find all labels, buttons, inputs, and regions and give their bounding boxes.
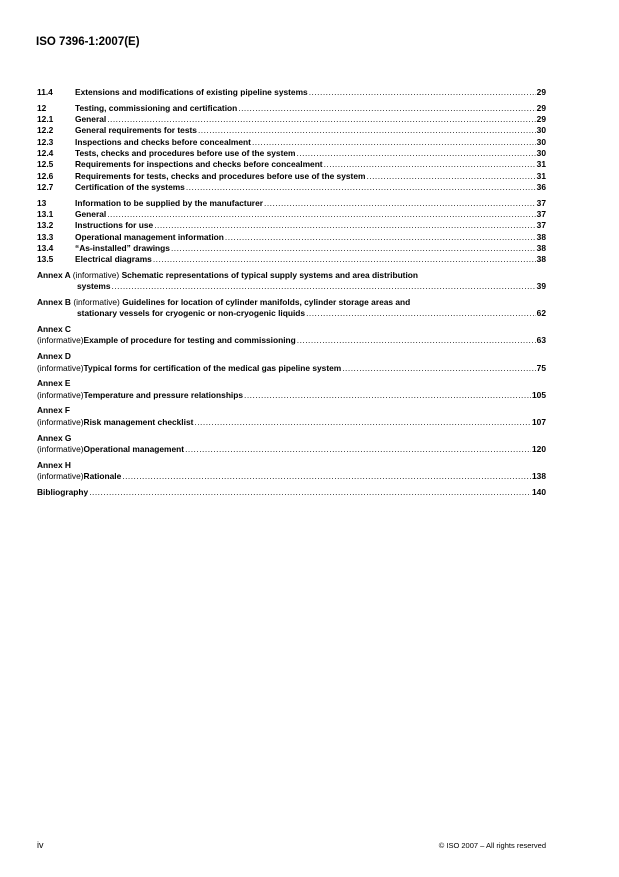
toc-entry-page: 30 (536, 136, 546, 147)
toc-bibliography (37, 487, 546, 498)
toc-entry-page: 36 (536, 181, 546, 192)
toc-entry-number: 13.2 (37, 220, 54, 231)
toc-entry-number: 12.3 (37, 136, 54, 147)
toc-annex-line (37, 297, 546, 308)
toc-entry-title: Instructions for use (75, 220, 154, 231)
toc-entry-page: 140 (532, 486, 546, 497)
toc-dot-leader (244, 390, 531, 401)
toc-entry-number: 12.7 (37, 181, 54, 192)
annex-informative: (informative) (37, 362, 84, 373)
annex-label: Annex G (37, 432, 72, 443)
toc-entry-page: 37 (536, 220, 546, 231)
toc-annex-line (37, 433, 546, 456)
toc-entry (37, 171, 546, 182)
annex-informative: (informative) (37, 443, 84, 454)
toc-entry-title: Tests, checks and procedures before use of the system (75, 147, 296, 158)
toc-entry-page: 29 (536, 114, 546, 125)
toc-entry-title: Testing, commissioning and certification (75, 102, 238, 113)
toc-annex-line (37, 308, 546, 319)
toc-entry-page: 37 (536, 208, 546, 219)
toc-entry-page: 120 (532, 443, 546, 454)
toc-dot-leader (112, 281, 536, 292)
annex-heading (37, 378, 84, 401)
toc-entry-number: 13.5 (37, 254, 54, 265)
annex-title-line: Operational management (83, 443, 185, 454)
annex-heading (37, 297, 122, 307)
annex-label: Annex D (37, 351, 71, 362)
annex-informative: (informative) (72, 269, 120, 280)
toc-entry-page: 138 (532, 470, 546, 481)
toc-annex (37, 405, 546, 428)
toc-annex-line (37, 281, 546, 292)
toc-entry-number: 12.2 (37, 125, 54, 136)
toc-dot-leader (198, 125, 536, 136)
annex-label: Annex C (37, 324, 71, 335)
toc-dot-leader (185, 444, 531, 455)
toc-dot-leader (89, 487, 531, 498)
toc-annex (37, 433, 546, 456)
toc-entry-number: 12.6 (37, 170, 54, 181)
toc-entry-title: Operational management information (75, 231, 224, 242)
toc-entry-number: 12 (37, 102, 47, 113)
toc-dot-leader (238, 103, 535, 114)
annex-informative: (informative) (73, 297, 120, 308)
toc-entry-page: 38 (536, 231, 546, 242)
toc-entry-title: General (75, 208, 107, 219)
toc-entry-number: 12.1 (37, 114, 54, 125)
toc-entry-title: Electrical diagrams (75, 254, 152, 265)
toc-entry (37, 148, 546, 159)
toc-entry-page: 75 (536, 362, 546, 373)
toc-dot-leader (297, 335, 536, 346)
toc-entry-page: 62 (536, 308, 546, 319)
toc-dot-leader (154, 220, 535, 231)
toc-dot-leader (122, 471, 531, 482)
toc-entry-title: Requirements for tests, checks and procedures before use of the system (75, 170, 366, 181)
toc-entry-number: 12.4 (37, 147, 54, 158)
toc-entry-title: Information to be supplied by the manufacturer (75, 197, 263, 208)
toc-dot-leader (252, 137, 536, 148)
toc-dot-leader (171, 243, 536, 254)
toc-dot-leader (264, 198, 536, 209)
annex-title-line: Schematic representations of typical supply systems and area distribution (121, 269, 419, 280)
annex-title-line: systems (77, 281, 111, 292)
toc-entry-page: 29 (536, 102, 546, 113)
toc-entry-title: General requirements for tests (75, 125, 197, 136)
annex-title-line: Typical forms for certification of the medical gas pipeline system (83, 362, 342, 373)
toc-entry (37, 209, 546, 220)
toc-entry (37, 103, 546, 114)
annex-informative: (informative) (37, 335, 84, 346)
toc-entry-page: 105 (532, 389, 546, 400)
annex-label: Annex B (37, 297, 71, 308)
annex-heading (37, 433, 84, 456)
toc-entry-number: 11.4 (37, 87, 53, 97)
toc-dot-leader (324, 159, 536, 170)
toc-annex-line (37, 378, 546, 401)
toc-dot-leader (342, 363, 535, 374)
toc-entry (37, 137, 546, 148)
toc-entry-number: 12.5 (37, 159, 54, 170)
toc-annex (37, 297, 546, 320)
toc-entry (37, 254, 546, 265)
annex-title-line: Guidelines for location of cylinder manifolds, cylinder storage areas and (122, 297, 411, 308)
toc-entry-number: 13.3 (37, 231, 54, 242)
toc-entry-title: “As-installed” drawings (75, 242, 170, 253)
annex-label: Annex F (37, 405, 71, 416)
footer-page-number: iv (37, 840, 44, 850)
toc-entry (37, 114, 546, 125)
toc-entry (37, 198, 546, 209)
footer-copyright: © ISO 2007 – All rights reserved (438, 841, 546, 850)
toc-entry-page: 39 (536, 281, 546, 292)
toc-dot-leader (366, 171, 535, 182)
toc-dot-leader (306, 308, 536, 319)
toc-annex (37, 460, 546, 483)
toc-entry-page: 29 (536, 87, 546, 97)
toc-entry (37, 243, 546, 254)
toc-entry-page: 38 (536, 242, 546, 253)
toc-entry-title: Inspections and checks before concealment (75, 136, 251, 147)
toc-dot-leader (107, 114, 535, 125)
toc-annex-line (37, 405, 546, 428)
toc-annex (37, 378, 546, 401)
annex-label: Annex E (37, 378, 71, 389)
annex-heading (37, 460, 84, 483)
annex-heading (37, 351, 84, 374)
toc-annex (37, 351, 546, 374)
toc-annex-line (37, 460, 546, 483)
toc-entry-title: Extensions and modifications of existing pipeline systems (75, 87, 308, 97)
annex-title-line: stationary vessels for cryogenic or non-cryogenic liquids (77, 308, 306, 319)
toc-entry-page: 31 (536, 170, 546, 181)
toc-entry-number: 13.4 (37, 242, 54, 253)
toc-entry-page: 63 (536, 335, 546, 346)
annex-informative: (informative) (37, 470, 84, 481)
annex-title-line: Temperature and pressure relationships (83, 389, 244, 400)
toc-entry-title: Requirements for inspections and checks before concealment (75, 159, 323, 170)
toc-annex-line (37, 324, 546, 347)
toc-dot-leader (186, 182, 536, 193)
toc-entry-number: 13.1 (37, 208, 54, 219)
toc-entry (37, 232, 546, 243)
table-of-contents (37, 87, 546, 498)
toc-annex (37, 270, 546, 293)
annex-title-line: Rationale (83, 470, 122, 481)
bibliography-title: Bibliography (37, 486, 89, 497)
toc-entry (37, 182, 546, 193)
annex-title-line: Risk management checklist (83, 416, 194, 427)
toc-entry-page: 107 (532, 416, 546, 427)
toc-entry-title: General (75, 114, 107, 125)
annex-label: Annex H (37, 459, 71, 470)
toc-dot-leader (296, 148, 535, 159)
toc-entry-page: 37 (536, 197, 546, 208)
annex-title-line: Example of procedure for testing and commissioning (83, 335, 296, 346)
annex-heading (37, 270, 122, 280)
annex-label: Annex A (37, 269, 71, 280)
toc-annex-line (37, 351, 546, 374)
toc-entry-title: Certification of the systems (75, 181, 185, 192)
toc-entry (37, 87, 546, 98)
toc-annex-line (37, 270, 546, 281)
toc-entry-page: 30 (536, 147, 546, 158)
annex-informative: (informative) (37, 389, 84, 400)
toc-dot-leader (309, 87, 536, 98)
toc-entry-page: 38 (536, 254, 546, 265)
annex-heading (37, 324, 84, 347)
toc-dot-leader (194, 417, 531, 428)
annex-heading (37, 405, 84, 428)
toc-entry (37, 220, 546, 231)
toc-annex (37, 324, 546, 347)
toc-entry (37, 159, 546, 170)
toc-entry (37, 125, 546, 136)
toc-entry-page: 30 (536, 125, 546, 136)
toc-dot-leader (153, 254, 536, 265)
toc-dot-leader (225, 232, 536, 243)
toc-dot-leader (107, 209, 535, 220)
toc-entry-number: 13 (37, 197, 47, 208)
toc-entry-page: 31 (536, 159, 546, 170)
annex-informative: (informative) (37, 416, 84, 427)
document-header: ISO 7396-1:2007(E) (36, 36, 140, 48)
